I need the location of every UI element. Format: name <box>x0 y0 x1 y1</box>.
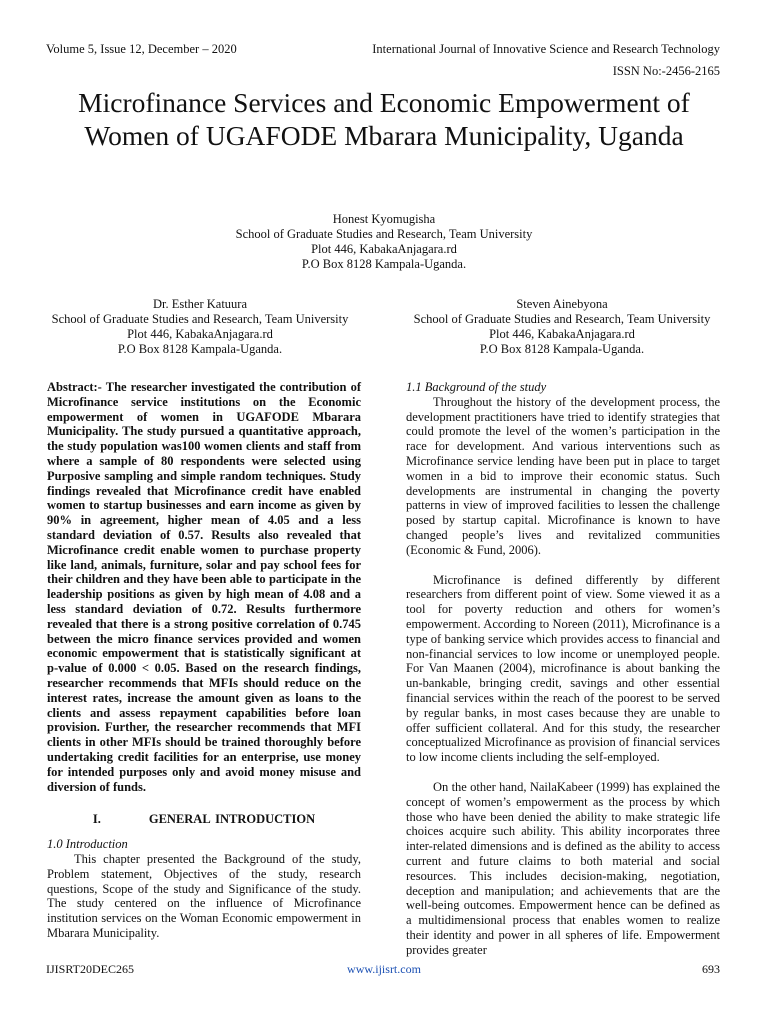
section-heading <box>47 812 361 827</box>
header-issn: ISSN No:-2456-2165 <box>612 64 720 78</box>
header-journal: International Journal of Innovative Science and Research Technology <box>372 42 720 56</box>
right-column <box>406 380 720 957</box>
paper-title: Microfinance Services and Economic Empowerment of Women of UGAFODE Mbarara Municipality, Uganda <box>78 87 690 151</box>
section-title: GENERAL INTRODUCTION <box>148 812 316 827</box>
author-affiliation: School of Graduate Studies and Research, Team University <box>51 312 349 326</box>
body-paragraph: Microfinance is defined differently by different researchers from different point of view. Some viewed it as a tool for poverty reduction and others for women’s empowerment. According to Noreen (2011), Microfinance is a type of banking service which provides access to financial and non-financial services to low income or unemployed people. For Van Maanen (2004), microfinance is about banking the un-bankable, bringing credit, savings and other essential financial services within the reach of the poorest to be served by regular banks, in most cases because they are unable to offer sufficient collateral. And for this study, the researcher conceptualized Microfinance as provision of financial services to low income clients including the self-employed. <box>406 572 720 765</box>
author-address: P.O Box 8128 Kampala-Uganda. <box>117 342 283 356</box>
author-name: Honest Kyomugisha <box>332 212 436 226</box>
author-block-3 <box>392 297 732 357</box>
subsection-heading: 1.1 Background of the study <box>406 380 547 394</box>
author-block-2 <box>30 297 370 357</box>
header-volume: Volume 5, Issue 12, December – 2020 <box>46 42 237 56</box>
intro-paragraph: This chapter presented the Background of the study, Problem statement, Objectives of the study, research questions, Scope of the study and Significance of the study. The study centered on the influence of Microfinance institution services on the Woman Economic empowerment in Mbarara Municipality. <box>47 851 361 940</box>
abstract: Abstract:- The researcher investigated the contribution of Microfinance service institutions on the Economic empowerment of women in UGAFODE Mbarara Municipality. The study pursued a quantitative approach, the study population was100 women clients and staff from where a sample of 80 respondents were selected using Purposive sampling and simple random techniques. Study findings revealed that Microfinance credit have enabled women to startup businesses and earn income as given by 90% in agreement, higher mean of 4.05 and a less standard deviation of 0.57. Results also revealed that Microfinance credit enable women to purchase property like land, animals, furniture, solar and pay school fees for their children and they have been able to participate in the leadership positions as given by high mean of 4.08 and a less standard deviation of 0.72. Results furthermore revealed that there is a strong positive correlation of 0.745 between the micro finance services provided and women economic empowerment that is statistically significant at p-value of 0.000 < 0.05. Based on the research findings, researcher recommends that MFIs should reduce on the interest rates, increase the amount given as loans to the clients and assess repayment capabilities before loan provision. Further, the researcher recommends that MFI clients in other MFIs should be trained thoroughly before undertaking credit facilities for an enterprise, use money for intended purposes only and avoid money misuse and diversion of funds. <box>47 380 361 794</box>
footer-url-link[interactable]: www.ijisrt.com <box>347 962 421 976</box>
author-block-1 <box>184 212 584 272</box>
left-column <box>47 380 361 941</box>
subsection-heading: 1.0 Introduction <box>47 837 128 852</box>
body-paragraph: Throughout the history of the development process, the development practitioners have tried to identify strategies that could promote the level of the women’s participation in the race for development. And various interventions such as Microfinance service lending have been put in place to target women in a bid to improve their economic status. Such developments are instrumental in changing the poverty patterns in view of improved facilities to lessen the challenge posed by startup capital. Microfinance is known to have changed people’s lives and revitalized communities (Economic & Fund, 2006). <box>406 394 720 557</box>
author-address: Plot 446, KabakaAnjagara.rd <box>127 327 273 341</box>
footer-paper-id: IJISRT20DEC265 <box>46 962 134 976</box>
author-affiliation: School of Graduate Studies and Research, Team University <box>413 312 711 326</box>
author-address: Plot 446, KabakaAnjagara.rd <box>311 242 457 256</box>
author-name: Steven Ainebyona <box>516 297 608 311</box>
author-address: Plot 446, KabakaAnjagara.rd <box>489 327 635 341</box>
section-number: I. <box>92 812 101 827</box>
footer-page-number: 693 <box>702 962 720 976</box>
body-paragraph: On the other hand, NailaKabeer (1999) has explained the concept of women’s empowerment as the process by which those who have been denied the ability to make strategic life choices acquire such ability. This ability incorporates three inter-related dimensions and is defined as the ability to access current and future claims to both material and social resources. This includes decision-making, negotiation, deception and manipulation; and achievements that are the well-being outcomes. Empowerment hence can be defined as a multidimensional process that enables women to realize their identity and power in all spheres of life. Empowerment provides greater <box>406 779 720 957</box>
author-affiliation: School of Graduate Studies and Research, Team University <box>235 227 533 241</box>
author-address: P.O Box 8128 Kampala-Uganda. <box>479 342 645 356</box>
author-address: P.O Box 8128 Kampala-Uganda. <box>301 257 467 271</box>
author-name: Dr. Esther Katuura <box>152 297 248 311</box>
